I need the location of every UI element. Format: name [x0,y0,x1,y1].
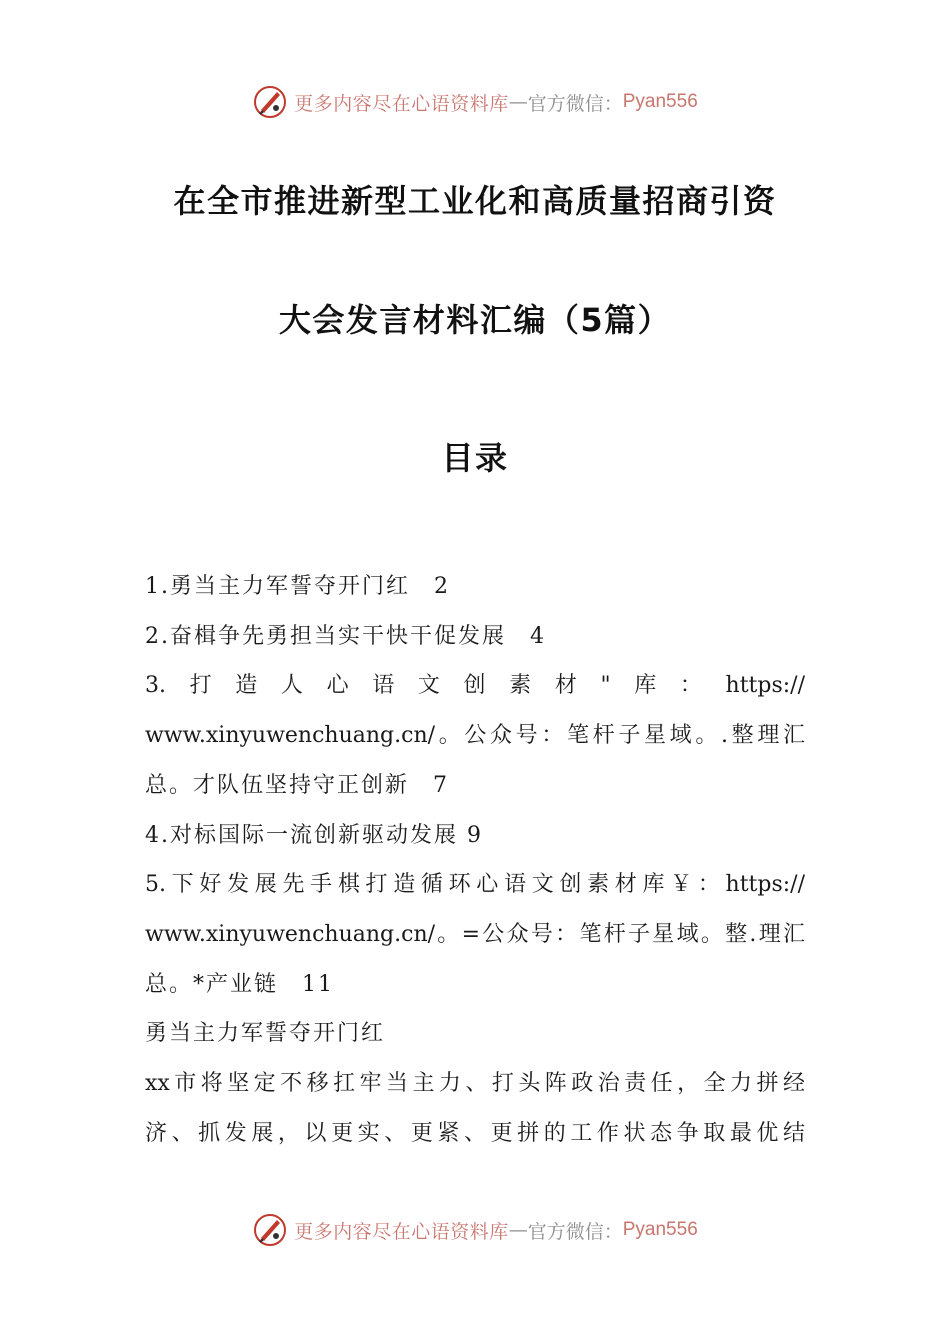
banner-brand-text: 更多内容尽在心语资料库 [294,1220,509,1243]
table-of-contents [145,562,805,1158]
toc-item[interactable]: 1.勇当主力军誓夺开门红 2 [145,574,450,599]
toc-item[interactable]: 5.下好发展先手棋打造循环心语文创素材库￥：https:// [145,872,805,898]
body-paragraph-line: xx市将坚定不移扛牢当主力、打头阵政治责任，全力拼经 [145,1071,805,1097]
toc-item[interactable]: 2.奋楫争先勇担当实干快干促发展 4 [145,623,546,649]
document-title-line2: 大会发言材料汇编（5篇） [278,301,672,339]
banner-wechat-id: Pyan556 [622,1219,698,1240]
toc-item[interactable]: 4.对标国际一流创新驱动发展 9 [145,822,483,848]
banner-dash: — [508,91,528,113]
brand-logo-icon [252,84,288,120]
toc-item-continued[interactable]: 总。才队伍坚持守正创新 7 [145,772,449,798]
toc-heading: 目录 [441,439,509,477]
banner-brand-text: 更多内容尽在心语资料库 [294,92,509,115]
banner-wechat-id: Pyan556 [622,91,698,112]
toc-item-continued[interactable]: 总。*产业链 11 [145,971,334,997]
footer-banner [0,1208,950,1252]
toc-item[interactable]: 3.打造人心语文创素材"库：https:// [145,673,805,699]
banner-dash: — [508,1219,528,1241]
banner-wechat-label: 官方微信： [527,92,623,115]
toc-item-continued[interactable]: www.xinyuwenchuang.cn/。公众号：笔杆子星域。.整理汇 [145,723,805,749]
brand-logo-icon [252,1212,288,1248]
body-paragraph-line: 济、抓发展，以更实、更紧、更拼的工作状态争取最优结 [145,1120,805,1146]
header-banner [0,80,950,124]
document-title-line1: 在全市推进新型工业化和高质量招商引资 [173,182,777,220]
section-title: 勇当主力军誓夺开门红 [145,1021,386,1047]
banner-wechat-label: 官方微信： [527,1220,623,1243]
toc-item-continued[interactable]: www.xinyuwenchuang.cn/。=公众号：笔杆子星域。整.理汇 [145,921,805,947]
